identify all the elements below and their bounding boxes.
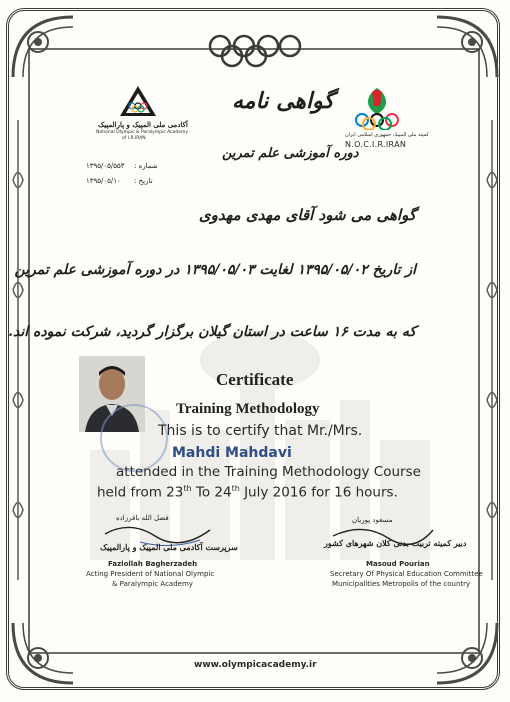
corner-ornament-bottom-left (8, 618, 78, 688)
held-dates-text (97, 484, 398, 501)
right-signatory-role-1: Secretary Of Physical Education Committee (330, 570, 483, 578)
right-signatory-role-2: Municipalities Metropolis of the country (332, 580, 471, 588)
side-ornament-right-icon (484, 120, 500, 580)
body-fa-line3: که به مدت ۱۶ ساعت در استان گیلان برگزار گردید، شرکت نموده اند. (8, 324, 416, 340)
reference-date-value: ۱۳۹۵/۰۵/۱۰ (86, 177, 121, 185)
recipient-name: Mahdi Mahdavi (172, 445, 292, 461)
attended-text: attended in the Training Methodology Course (116, 464, 421, 480)
course-title-fa: دوره آموزشی علم تمرین (222, 146, 359, 161)
left-signatory-title-fa: سرپرست آکادمی ملی المپیک و پارالمپیک (100, 542, 238, 552)
left-signatory-role-2: & Paralympic Academy (112, 580, 193, 588)
held-suffix: July 2016 for 16 hours. (239, 484, 398, 501)
academy-name-en-line2: of I.R.IRAN (122, 136, 146, 141)
reference-date-label: تاریخ : (134, 177, 153, 185)
left-signatory-role-1: Acting President of National Olympic (86, 570, 215, 578)
certificate-title-fa: گواهی نامه (232, 88, 334, 114)
corner-ornament-bottom-right (432, 618, 502, 688)
side-ornament-left-icon (10, 120, 26, 580)
certificate-heading-en: Certificate (216, 370, 294, 389)
academy-name-en-line1: National Olympic & Paralympic Academy (96, 130, 189, 135)
corner-ornament-top-left (8, 12, 78, 82)
course-title-en: Training Methodology (176, 401, 320, 417)
corner-ornament-top-right (432, 12, 502, 82)
certify-text: This is to certify that Mr./Mrs. (158, 423, 363, 439)
held-to: To 24 (191, 484, 232, 501)
noc-iran-name-en: N.O.C.I.R.IRAN (345, 140, 407, 149)
olympic-rings-ornament-icon (200, 30, 310, 70)
noc-iran-name-fa: کمیته ملی المپیک جمهوری اسلامی ایران (345, 132, 429, 138)
reference-number-label: شماره : (134, 162, 158, 170)
reference-number-value: ۱۳۹۵/۰۵/۵۵۳ (86, 162, 125, 170)
noc-iran-logo-icon (350, 86, 404, 130)
right-signatory-name: Masoud Pourian (366, 560, 430, 568)
held-prefix: held from 23 (97, 484, 184, 501)
footer-website-link[interactable]: www.olympicacademy.ir (194, 660, 317, 670)
right-signature-name-fa: مسعود پوریان (352, 516, 393, 524)
held-sup-from: th (183, 484, 192, 493)
academy-logo-icon (118, 84, 158, 118)
left-signatory-name: Fazlollah Bagherzadeh (108, 560, 198, 568)
body-fa-line1: گواهی می شود آقای مهدی مهدوی (198, 206, 416, 224)
body-fa-line2: از تاریخ ۱۳۹۵/۰۵/۰۲ لغایت ۱۳۹۵/۰۵/۰۳ در دوره آموزشی علم تمرین (14, 262, 416, 278)
right-signatory-title-fa: دبیر کمیته تربیت بدنی کلان شهرهای کشور (324, 538, 467, 548)
left-signature-name-fa: فضل الله باقرزاده (116, 514, 169, 522)
academy-name-fa: آکادمی ملی المپیک و پارالمپیک (98, 120, 188, 129)
held-sup-to: th (231, 484, 240, 493)
